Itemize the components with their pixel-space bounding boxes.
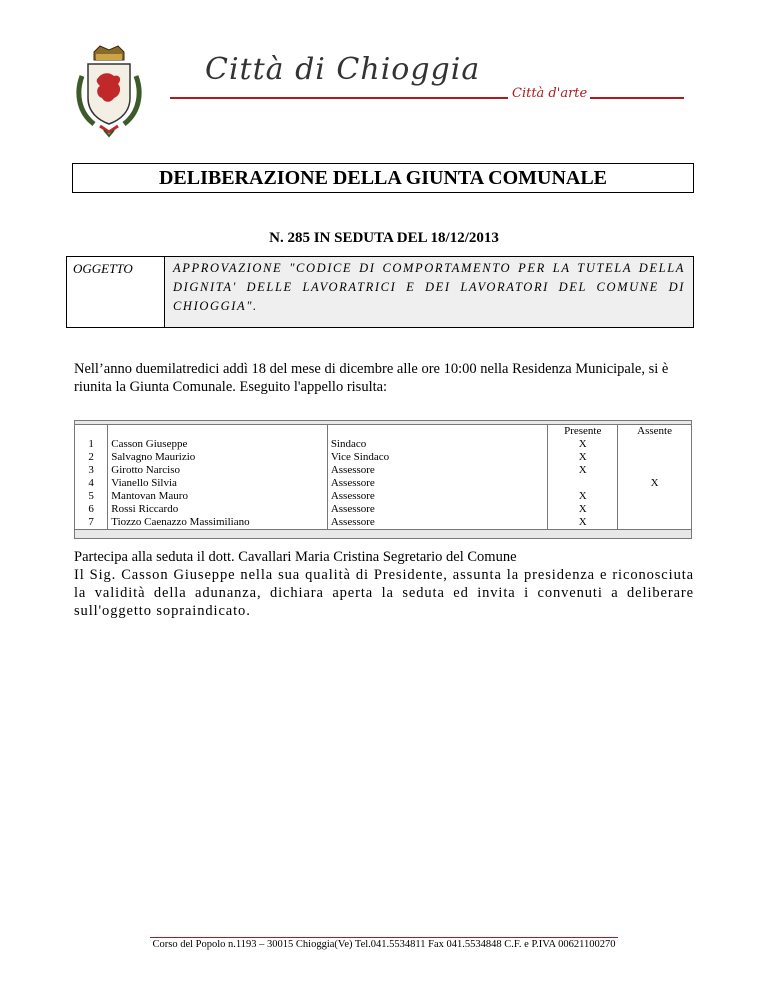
present-mark: X	[578, 490, 587, 502]
member-name: Vianello Silvia	[111, 477, 177, 489]
absent-mark	[621, 438, 688, 451]
attendance-table-body	[75, 425, 692, 530]
present-mark: X	[578, 451, 587, 463]
document-title-box	[72, 163, 694, 193]
closing-section	[74, 548, 694, 620]
present-mark	[551, 477, 614, 490]
member-role: Assessore	[330, 503, 375, 515]
member-names	[108, 425, 328, 530]
member-number: 6	[88, 503, 94, 515]
member-numbers	[75, 425, 108, 530]
member-number: 2	[88, 451, 94, 463]
letterhead-subtitle: Città d'arte	[512, 86, 588, 101]
letterhead-divider	[170, 97, 508, 99]
attendance-table-bottom-bar	[75, 530, 692, 539]
oggetto-text: APPROVAZIONE "CODICE DI COMPORTAMENTO PER LA TUTELA DELLA DIGNITA' DELLE LAVORATRICI E DEI LAVORATORI DEL COMUNE DI CHIOGGIA".	[165, 257, 693, 327]
member-role: Vice Sindaco	[330, 451, 390, 463]
absent-mark	[621, 490, 688, 503]
closing-line-secretary: Partecipa alla seduta il dott. Cavallari Maria Cristina Segretario del Comune	[74, 549, 517, 565]
member-number: 4	[88, 477, 94, 489]
absent-mark	[621, 451, 688, 464]
footer-divider	[150, 937, 618, 938]
member-number: 3	[88, 464, 94, 476]
absent-mark	[621, 503, 688, 516]
footer-address: Corso del Popolo n.1193 – 30015 Chioggia(Ve) Tel.041.5534811 Fax 041.5534848 C.F. e P.IVA 00621100270	[152, 939, 616, 950]
absent-mark	[621, 516, 688, 529]
letterhead-divider-right	[590, 97, 684, 99]
letterhead-brand: Città di Chioggia	[205, 52, 481, 87]
member-roles	[327, 425, 548, 530]
member-name: Salvagno Maurizio	[111, 451, 196, 463]
absent-mark	[621, 464, 688, 477]
member-name: Tiozzo Caenazzo Massimiliano	[111, 516, 250, 528]
member-name: Casson Giuseppe	[111, 438, 188, 450]
present-mark: X	[578, 438, 587, 450]
member-role: Assessore	[330, 477, 375, 489]
member-role: Assessore	[330, 490, 375, 502]
present-mark: X	[578, 516, 587, 528]
present-header: Presente	[564, 425, 602, 437]
absent-column	[618, 425, 692, 530]
present-column	[548, 425, 618, 530]
member-role: Sindaco	[330, 438, 367, 450]
document-title: DELIBERAZIONE DELLA GIUNTA COMUNALE	[158, 166, 608, 189]
member-role: Assessore	[330, 516, 375, 528]
intro-paragraph: Nell’anno duemilatredici addì 18 del mese di dicembre alle ore 10:00 nella Residenza Municipale, si è riunita la Giunta Comunale. Eseguito l'appello risulta:	[74, 361, 669, 395]
present-mark: X	[578, 464, 587, 476]
member-name: Mantovan Mauro	[111, 490, 188, 502]
member-number: 5	[88, 490, 94, 502]
member-role: Assessore	[330, 464, 375, 476]
member-number: 7	[88, 516, 94, 528]
session-number: N. 285 IN SEDUTA DEL 18/12/2013	[269, 230, 499, 246]
absent-mark: X	[650, 477, 659, 489]
absent-header: Assente	[637, 425, 672, 437]
oggetto-box	[66, 256, 694, 328]
closing-line-president: Il Sig. Casson Giuseppe nella sua qualità di Presidente, assunta la presidenza e riconosciuta la validità della adunanza, dichiara aperta la seduta ed invita i convenuti a deliberare sull'oggetto sopraindicato.	[74, 567, 694, 619]
member-name: Girotto Narciso	[111, 464, 181, 476]
member-name: Rossi Riccardo	[111, 503, 179, 515]
present-mark: X	[578, 503, 587, 515]
oggetto-label: OGGETTO	[67, 257, 165, 327]
member-number: 1	[88, 438, 94, 450]
coat-of-arms-icon	[74, 42, 144, 138]
attendance-table	[74, 420, 692, 539]
